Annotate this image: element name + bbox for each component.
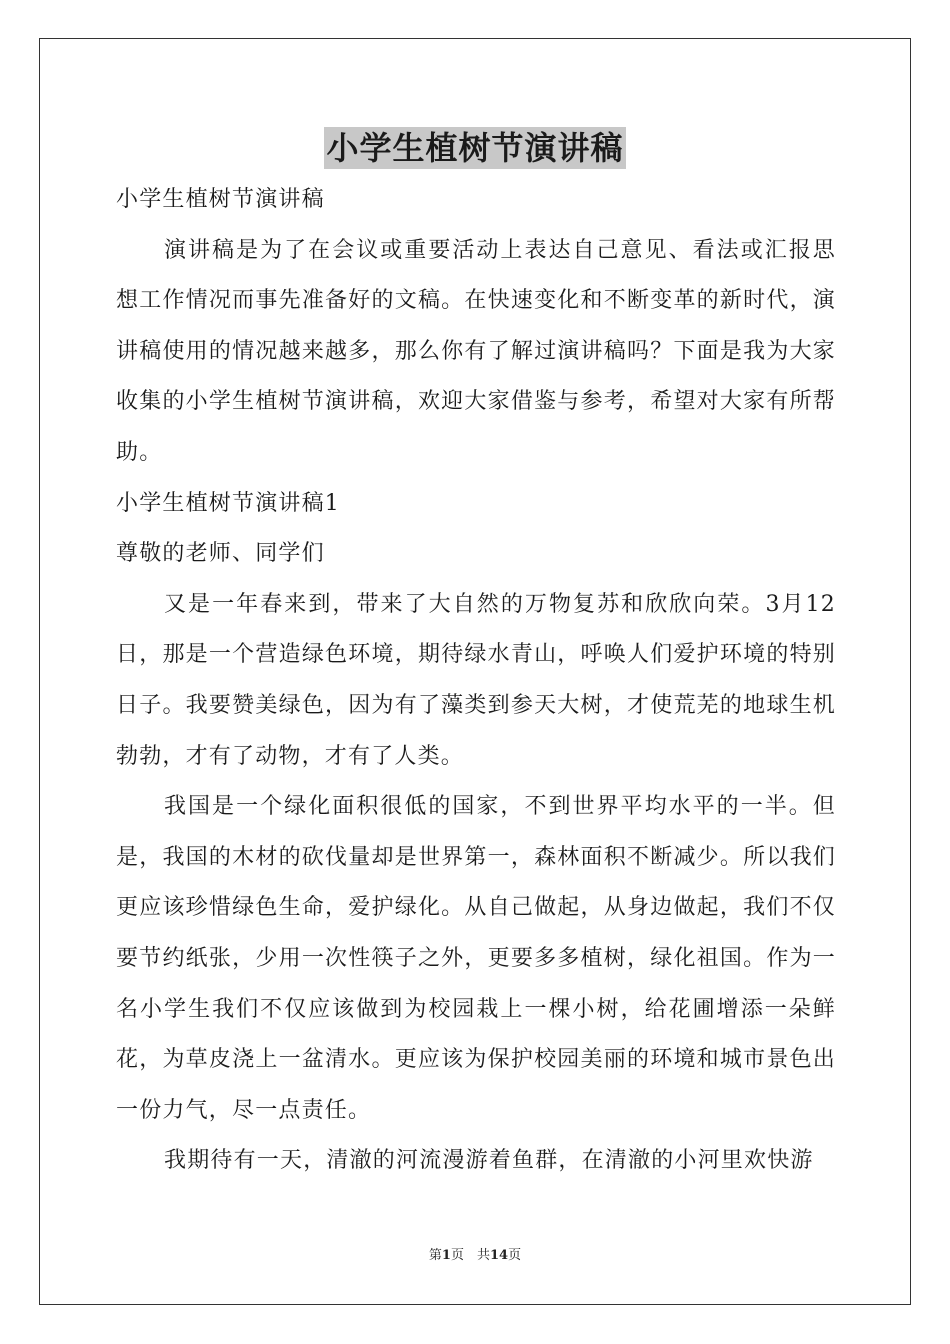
paragraph: 演讲稿是为了在会议或重要活动上表达自己意见、看法或汇报思想工作情况而事先准备好的文稿。在快速变化和不断变革的新时代，演讲稿使用的情况越来越多，那么你有了解过演讲稿吗？下面是我为大家收集的小学生植树节演讲稿，欢迎大家借鉴与参考，希望对大家有所帮助。 (116, 237, 836, 465)
page-mid: 页 共 (450, 1248, 490, 1263)
page-current: 1 (441, 1248, 451, 1263)
document-title: 小学生植树节演讲稿 (326, 129, 624, 167)
paragraph: 小学生植树节演讲稿1 (116, 490, 340, 516)
page-footer (0, 1247, 950, 1265)
title-wrap (0, 127, 950, 169)
paragraph: 小学生植树节演讲稿 (116, 187, 325, 212)
page-total: 14 (489, 1248, 509, 1263)
paragraph: 又是一年春来到，带来了大自然的万物复苏和欣欣向荣。3月12日，那是一个营造绿色环境，期待绿水青山，呼唤人们爱护环境的特别日子。我要赞美绿色，因为有了藻类到参天大树，才使荒芜的地球生机勃勃，才有了动物，才有了人类。 (116, 591, 836, 769)
page-prefix: 第 (428, 1248, 442, 1263)
page-suffix: 页 (508, 1248, 522, 1263)
paragraph: 尊敬的老师、同学们 (116, 541, 325, 567)
paragraph: 我国是一个绿化面积很低的国家，不到世界平均水平的一半。但是，我国的木材的砍伐量却是世界第一，森林面积不断减少。所以我们更应该珍惜绿色生命，爱护绿化。从自己做起，从身边做起，我们不仅要节约纸张，少用一次性筷子之外，更要多多植树，绿化祖国。作为一名小学生我们不仅应该做到为校园栽上一棵小树，给花圃增添一朵鲜花，为草皮浇上一盆清水。更应该为保护校园美丽的环境和城市景色出一份力气，尽一点责任。 (116, 794, 836, 1123)
paragraph: 我期待有一天，清澈的河流漫游着鱼群，在清澈的小河里欢快游 (164, 1148, 814, 1174)
document-body (116, 175, 836, 1187)
